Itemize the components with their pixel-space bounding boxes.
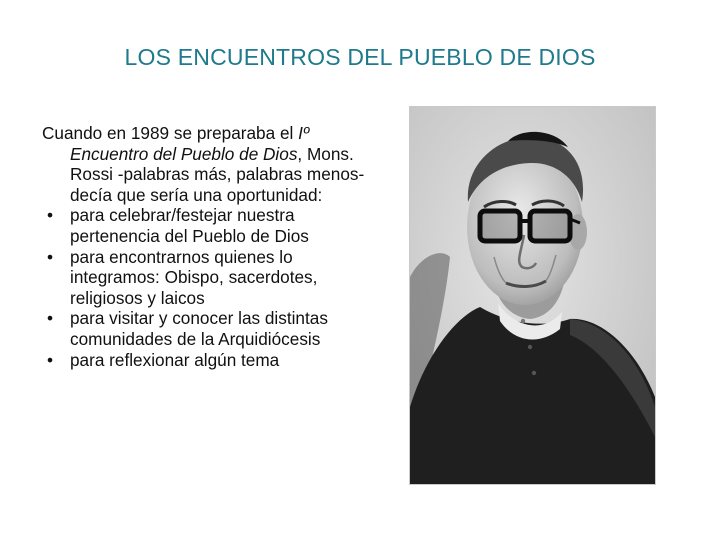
portrait-photo: [409, 106, 656, 485]
slide-body: [42, 123, 372, 370]
event-name-italic: Iº Encuentro del Pueblo de Dios: [70, 123, 310, 164]
glasses-lens-right: [530, 211, 570, 241]
intro-paragraph: [42, 123, 372, 205]
cassock-button: [521, 319, 525, 323]
bullet-item: [42, 350, 372, 371]
bullet-dot: •: [47, 205, 54, 226]
bullet-dot: •: [47, 349, 54, 370]
slide-title: LOS ENCUENTROS DEL PUEBLO DE DIOS: [124, 44, 596, 70]
intro-text-start: Cuando en 1989 se preparaba el: [42, 123, 299, 143]
bullet-text: para visitar y conocer las distintas comunidades de la Arquidiócesis: [70, 308, 328, 349]
glasses-lens-left: [480, 211, 520, 241]
bullet-item: [42, 247, 372, 309]
bullet-text: para reflexionar algún tema: [70, 349, 280, 370]
bullet-item: [42, 308, 372, 349]
intro-text-end: , Mons. Rossi -palabras más, palabras menos- decía que sería una oportunidad:: [70, 143, 365, 205]
cassock-button: [532, 371, 536, 375]
bullet-dot: •: [47, 246, 54, 267]
portrait-illustration: [410, 107, 655, 484]
cassock-button: [528, 345, 532, 349]
bullet-text: para encontrarnos quienes lo integramos: Obispo, sacerdotes, religiosos y laicos: [70, 246, 318, 308]
bullet-list: [42, 205, 372, 370]
bullet-item: [42, 205, 372, 246]
bullet-dot: •: [47, 308, 54, 329]
bullet-text: para celebrar/festejar nuestra pertenencia del Pueblo de Dios: [70, 205, 309, 246]
